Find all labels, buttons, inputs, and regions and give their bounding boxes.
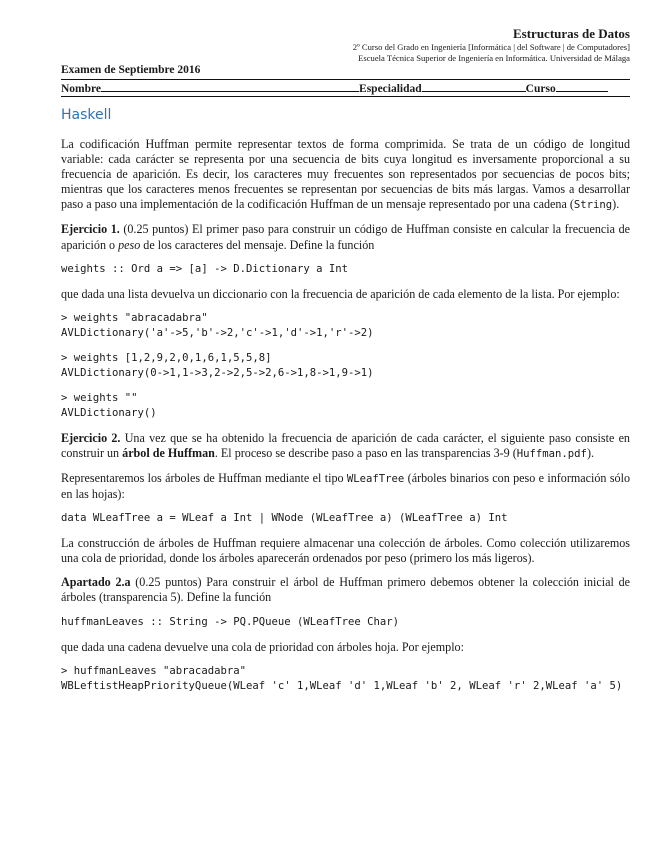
student-fields: [61, 81, 630, 95]
wleaftree-data-declaration: data WLeafTree a = WLeaf a Int | WNode (WLeafTree a) (WLeafTree a) Int: [61, 512, 508, 525]
huffmanleaves-example: > huffmanLeaves "abracadabra" WBLeftistHeapPriorityQueue(WLeaf 'c' 1,WLeaf 'd' 1,WLeaf 'b' 2, WLeaf 'r' 2,WLeaf 'a' 5): [61, 664, 623, 692]
course-line: [556, 81, 608, 92]
course-title: Estructuras de Datos: [513, 26, 630, 41]
course-label: Curso: [525, 83, 556, 95]
apartado-2a-statement: Apartado 2.a (0.25 puntos) Para construir el árbol de Huffman primero debemos obtener la colección inicial de árboles (transparencia 5). Define la función: [61, 575, 630, 605]
specialty-label: Especialidad: [359, 83, 422, 95]
specialty-line: [422, 81, 526, 92]
school-line: Escuela Técnica Superior de Ingeniería en Informática. Universidad de Málaga: [358, 53, 630, 63]
weights-example-1: > weights "abracadabra" AVLDictionary('a'->5,'b'->2,'c'->1,'d'->1,'r'->2): [61, 311, 374, 339]
exam-content: [61, 137, 630, 704]
exercise-2-label: Ejercicio 2.: [61, 430, 121, 445]
intro-paragraph: La codificación Huffman permite representar textos de forma comprimida. Se trata de un código de longitud variable: cada carácter se representa por una secuencia de bits cuya longitud es inversamente proporcional a su frecuencia de aparición. Es decir, los caracteres muy frecuentes son representados por secuencias de pocos bits; mientras que los caracteres menos frecuentes se representan por secuencias de bits más largas. Vamos a desarrollar paso a paso una implementación de la codificación Huffman de un mensaje representado por una cadena (String).: [61, 137, 630, 212]
representation-paragraph: Representaremos los árboles de Huffman mediante el tipo WLeafTree (árboles binarios con peso e información sólo en las hojas):: [61, 470, 630, 502]
exercise-1-label: Ejercicio 1.: [61, 222, 120, 237]
construction-paragraph: La construcción de árboles de Huffman requiere almacenar una colección de árboles. Como colección utilizaremos una cola de prioridad, donde los árboles aparecerán ordenados por peso (primero los más ligeros).: [61, 536, 630, 566]
exercise-1-statement: Ejercicio 1. (0.25 puntos) El primer paso para construir un código de Huffman consiste en calcular la frecuencia de aparición o peso de los caracteres del mensaje. Define la función: [61, 222, 630, 252]
fields-divider: [61, 96, 630, 97]
inline-code: String: [573, 199, 613, 212]
degree-line: 2º Curso del Grado en Ingeniería [Informática | del Software | de Computadores]: [352, 42, 630, 52]
name-label: Nombre: [61, 83, 102, 95]
huffmanleaves-signature: huffmanLeaves :: String -> PQ.PQueue (WLeafTree Char): [61, 615, 400, 628]
exercise-2-statement: Ejercicio 2. Una vez que se ha obtenido la frecuencia de aparición de cada carácter, el siguiente paso consiste en construir un árbol de Huffman. El proceso se describe paso a paso en las transparencias 3-9 (Huffman.pdf).: [61, 430, 630, 460]
apartado-2a-label: Apartado 2.a: [61, 575, 131, 590]
exercise-1-description: que dada una lista devuelva un diccionario con la frecuencia de aparición de cada elemento de la lista. Por ejemplo:: [61, 286, 620, 301]
section-title: Haskell: [61, 107, 112, 123]
header-divider: [61, 79, 630, 80]
apartado-2a-description: que dada una cadena devuelve una cola de prioridad con árboles hoja. Por ejemplo:: [61, 639, 464, 654]
weights-example-2: > weights [1,2,9,2,0,1,6,1,5,5,8] AVLDictionary(0->1,1->3,2->2,5->2,6->1,8->1,9->1): [61, 351, 374, 379]
weights-signature: weights :: Ord a => [a] -> D.Dictionary a Int: [61, 262, 349, 275]
exam-label: Examen de Septiembre 2016: [61, 64, 201, 76]
name-line: [101, 81, 359, 92]
weights-example-3: > weights "" AVLDictionary(): [61, 391, 157, 419]
